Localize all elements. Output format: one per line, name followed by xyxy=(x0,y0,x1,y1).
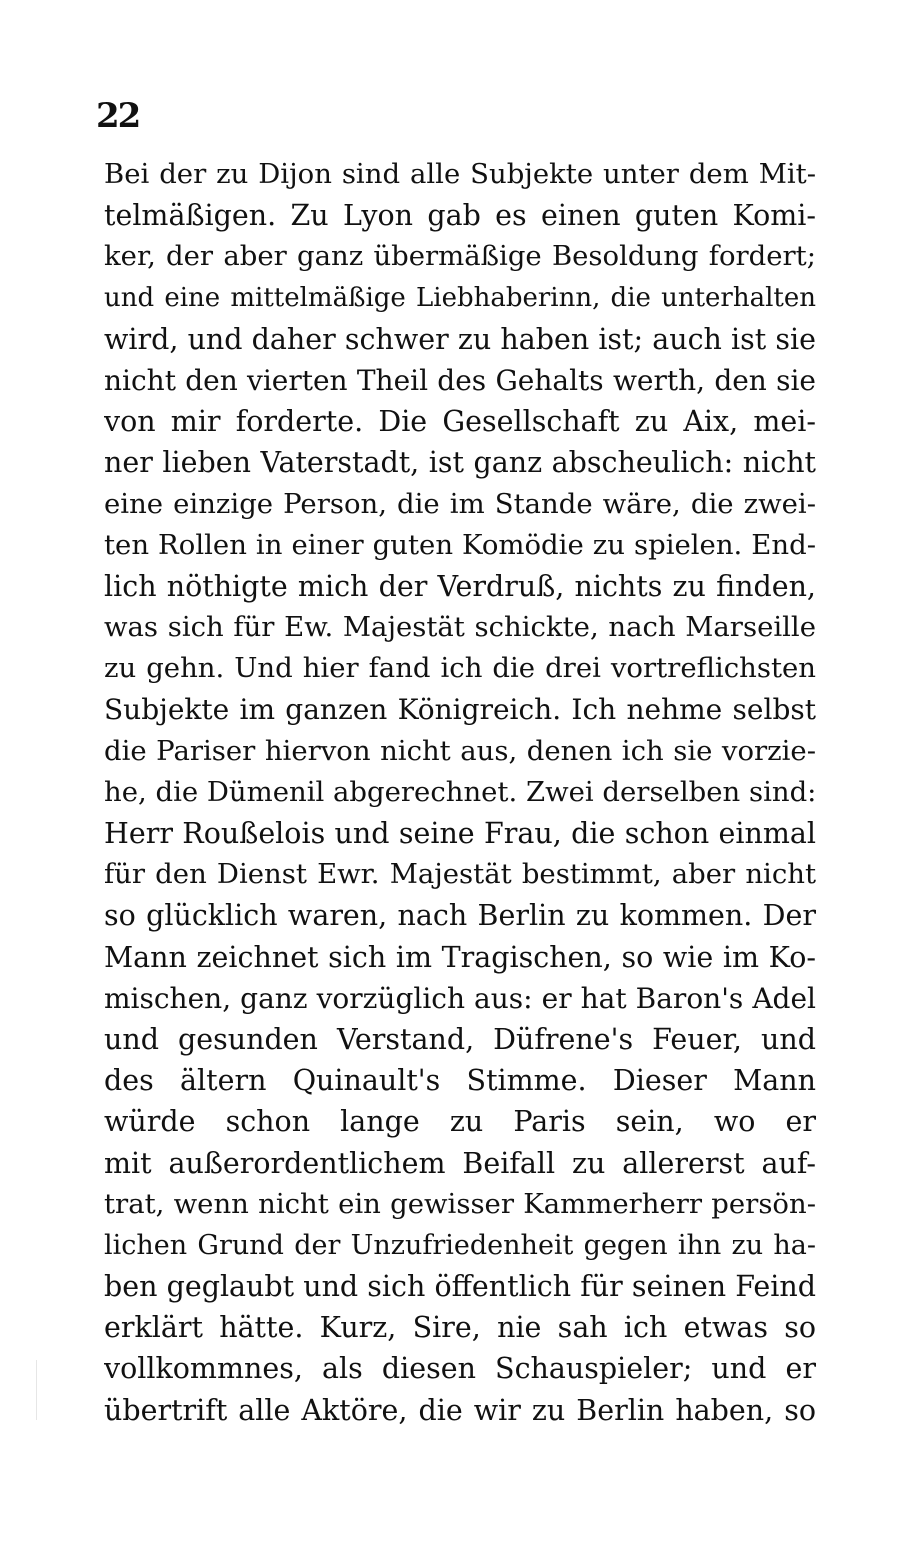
text-line: Subjekte im ganzen Königreich. Ich nehme selbst xyxy=(104,693,816,727)
text-line: ker, der aber ganz übermäßige Besoldung fordert; xyxy=(104,240,816,273)
text-line: und gesunden Verstand, Düfrene's Feuer, und xyxy=(104,1022,816,1056)
page-edge-mark xyxy=(36,1360,37,1420)
text-line: ner lieben Vaterstadt, ist ganz abscheulich: nicht xyxy=(104,446,816,480)
text-line: mischen, ganz vorzüglich aus: er hat Baron's Adel xyxy=(104,981,816,1015)
text-line: telmäßigen. Zu Lyon gab es einen guten Komi- xyxy=(104,199,816,233)
text-line: Bei der zu Dijon sind alle Subjekte unter dem Mit- xyxy=(104,158,816,190)
text-line: ben geglaubt und sich öffentlich für seinen Feind xyxy=(104,1270,816,1304)
text-line: für den Dienst Ewr. Majestät bestimmt, aber nicht xyxy=(104,858,816,891)
text-line: nicht den vierten Theil des Gehalts werth, den sie xyxy=(104,363,816,397)
text-line: des ältern Quinault's Stimme. Dieser Mann xyxy=(104,1064,816,1098)
text-line: zu gehn. Und hier fand ich die drei vortreflichsten xyxy=(104,652,816,685)
text-line: mit außerordentlichem Beifall zu allererst auf- xyxy=(104,1146,816,1180)
text-line: von mir forderte. Die Gesellschaft zu Aix, mei- xyxy=(104,405,816,439)
text-line: wird, und daher schwer zu haben ist; auch ist sie xyxy=(104,322,816,356)
text-line: vollkommnes, als diesen Schauspieler; und er xyxy=(104,1352,816,1386)
text-line: ten Rollen in einer guten Komödie zu spielen. End- xyxy=(104,528,816,561)
body-text xyxy=(104,154,816,1431)
text-line: und eine mittelmäßige Liebhaberinn, die unterhalten xyxy=(104,282,816,313)
text-line: eine einzige Person, die im Stande wäre, die zwei- xyxy=(104,487,816,520)
text-line: würde schon lange zu Paris sein, wo er xyxy=(104,1105,816,1139)
page-number: 22 xyxy=(96,96,140,136)
text-line: Herr Roußelois und seine Frau, die schon einmal xyxy=(104,817,816,850)
text-line: so glücklich waren, nach Berlin zu kommen. Der xyxy=(104,899,816,933)
text-line: lich nöthigte mich der Verdruß, nichts zu finden, xyxy=(104,569,816,603)
text-line: erklärt hätte. Kurz, Sire, nie sah ich etwas so xyxy=(104,1311,816,1345)
text-line: lichen Grund der Unzufriedenheit gegen ihn zu ha- xyxy=(104,1229,816,1261)
text-line: die Pariser hiervon nicht aus, denen ich sie vorzie- xyxy=(104,734,816,767)
text-line: übertrift alle Aktöre, die wir zu Berlin haben, so xyxy=(104,1393,816,1427)
text-line: he, die Dümenil abgerechnet. Zwei derselben sind: xyxy=(104,775,816,808)
text-line: trat, wenn nicht ein gewisser Kammerherr persön- xyxy=(104,1187,816,1220)
text-line: was sich für Ew. Majestät schickte, nach Marseille xyxy=(104,611,816,644)
text-line: Mann zeichnet sich im Tragischen, so wie im Ko- xyxy=(104,940,816,974)
